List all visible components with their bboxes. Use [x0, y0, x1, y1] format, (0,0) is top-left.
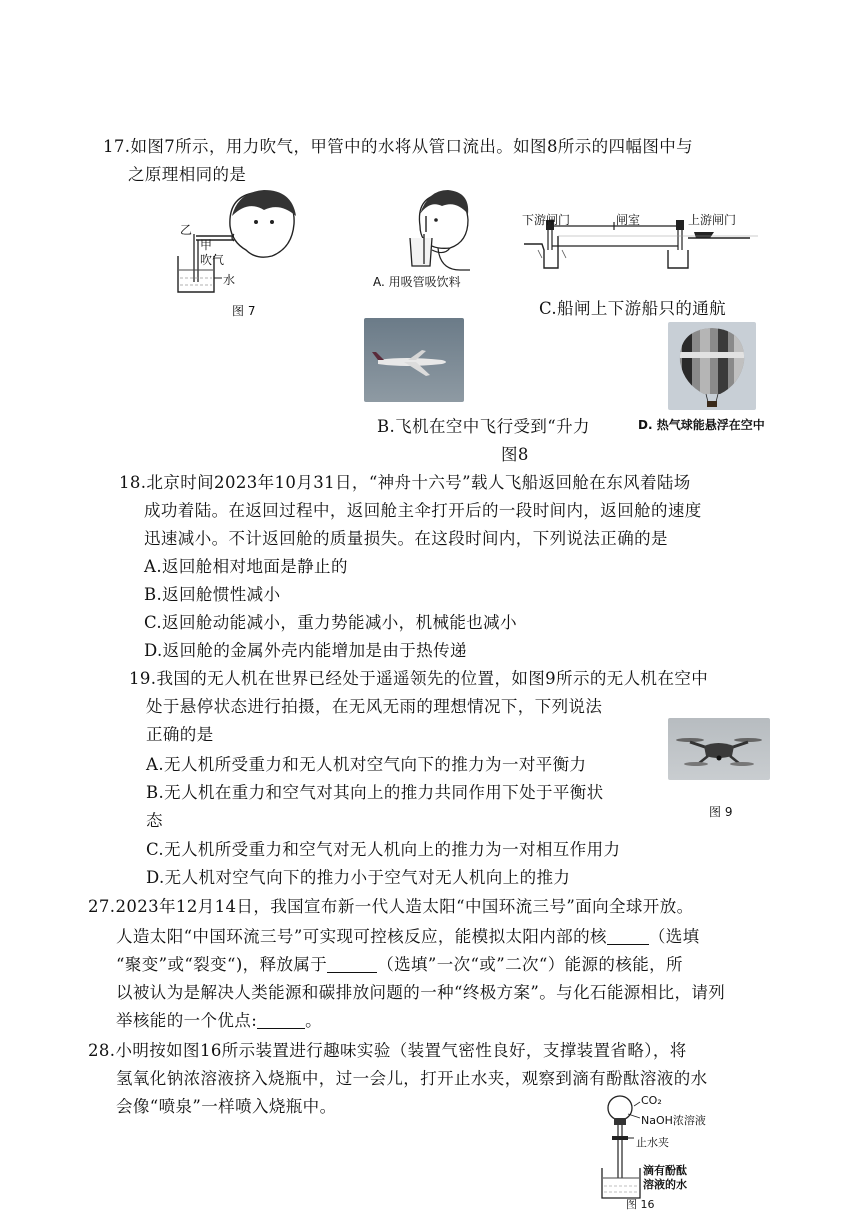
q27-line5	[116, 1011, 322, 1031]
option-c-caption: C.船闸上下游船只的通航	[539, 299, 727, 318]
fig7-label-blow: 吹气	[200, 253, 225, 267]
q27-line5-text-b: 。	[305, 1011, 323, 1030]
fig16-label-clamp: 止水夹	[636, 1136, 669, 1149]
q27-line3	[116, 955, 683, 975]
q17-stem-line1: 17.如图7所示，用力吹气，甲管中的水将从管口流出。如图8所示的四幅图中与	[103, 137, 694, 156]
q27-line3-text-a: “聚变”或“裂变“)，释放属于	[116, 955, 328, 974]
q19-option-b-line2: 态	[146, 811, 163, 830]
option-d-caption: D. 热气球能悬浮在空中	[638, 418, 765, 432]
q28-line2: 氢氧化钠浓溶液挤入烧瓶中，过一会儿，打开止水夹，观察到滴有酚酞溶液的水	[116, 1069, 708, 1088]
fig16-label-co2: CO₂	[641, 1094, 662, 1107]
q19-option-b-line1: B.无人机在重力和空气对其向上的推力共同作用下处于平衡状	[146, 783, 604, 802]
q28-line3: 会像“喷泉”一样喷入烧瓶中。	[116, 1097, 337, 1116]
drone-photo	[668, 718, 770, 780]
q27-blank-advantage[interactable]	[257, 1012, 305, 1029]
q27-line3-text-b: （选填”一次“或”二次“）能源的核能，所	[377, 955, 683, 974]
figure-8-caption: 图8	[501, 445, 529, 464]
q19-stem-line3: 正确的是	[146, 725, 214, 744]
q19-option-a: A.无人机所受重力和无人机对空气向下的推力为一对平衡力	[146, 755, 587, 774]
fig7-label-water: 水	[223, 273, 236, 287]
option-c-label-down: 下游闸门	[522, 213, 571, 227]
q19-stem-line1: 19.我国的无人机在世界已经处于遥遥领先的位置，如图9所示的无人机在空中	[129, 669, 709, 688]
fig16-caption: 图 16	[626, 1198, 655, 1211]
hot-air-balloon-photo	[668, 322, 756, 410]
q27-line5-text-a: 举核能的一个优点:	[116, 1011, 258, 1030]
q18-option-d: D.返回舱的金属外壳内能增加是由于热传递	[144, 641, 467, 660]
q18-option-b: B.返回舱惯性减小	[144, 585, 281, 604]
q27-line2-text-a: 人造太阳“中国环流三号”可实现可控核反应，能模拟太阳内部的核	[116, 927, 607, 946]
option-b-caption: B.飞机在空中飞行受到“升力	[377, 417, 590, 436]
q27-line2	[116, 927, 700, 947]
q27-line4: 以被认为是解决人类能源和碳排放问题的一种“终极方案”。与化石能源相比，请列	[116, 983, 726, 1002]
fig7-label-yi: 乙	[180, 223, 193, 237]
q18-stem-line1: 18.北京时间2023年10月31日，“神舟十六号”载人飞船返回舱在东风着陆场	[119, 473, 691, 492]
q19-option-d: D.无人机对空气向下的推力小于空气对无人机向上的推力	[146, 868, 571, 887]
airplane-photo	[364, 318, 464, 402]
q18-stem-line2: 成功着陆。在返回过程中，返回舱主伞打开后的一段时间内，返回舱的速度	[144, 501, 702, 520]
fig16-label-naoh: NaOH浓溶液	[641, 1114, 706, 1127]
q27-line1: 27.2023年12月14日，我国宣布新一代人造太阳“中国环流三号”面向全球开放。	[88, 897, 694, 916]
fig7-caption: 图 7	[232, 304, 256, 318]
figure-9-caption: 图 9	[709, 805, 733, 819]
q27-blank-fusion[interactable]	[607, 928, 649, 945]
q28-line1: 28.小明按如图16所示装置进行趣味实验（装置气密性良好，支撑装置省略），将	[88, 1041, 687, 1060]
q27-blank-energy-type[interactable]	[327, 956, 377, 973]
fig7-label-jia: 甲	[200, 238, 213, 252]
q18-option-a: A.返回舱相对地面是静止的	[144, 557, 348, 576]
q18-stem-line3: 迅速减小。不计返回舱的质量损失。在这段时间内，下列说法正确的是	[144, 529, 668, 548]
q27-line2-text-b: （选填	[648, 927, 700, 946]
option-c-label-up: 上游闸门	[688, 213, 737, 227]
option-a-caption: A. 用吸管吸饮料	[373, 275, 461, 289]
q18-option-c: C.返回舱动能减小，重力势能减小，机械能也减小	[144, 613, 517, 632]
option-c-label-chamber: 闸室	[616, 213, 641, 227]
option-a-figure	[380, 186, 474, 272]
figure-7	[168, 186, 310, 298]
q17-stem-line2: 之原理相同的是	[128, 165, 247, 184]
q19-stem-line2: 处于悬停状态进行拍摄，在无风无雨的理想情况下，下列说法	[146, 697, 603, 716]
q19-option-c: C.无人机所受重力和空气对无人机向上的推力为一对相互作用力	[146, 840, 621, 859]
fig16-label-water2: 溶液的水	[643, 1178, 687, 1191]
fig16-label-water1: 滴有酚酞	[643, 1164, 687, 1177]
